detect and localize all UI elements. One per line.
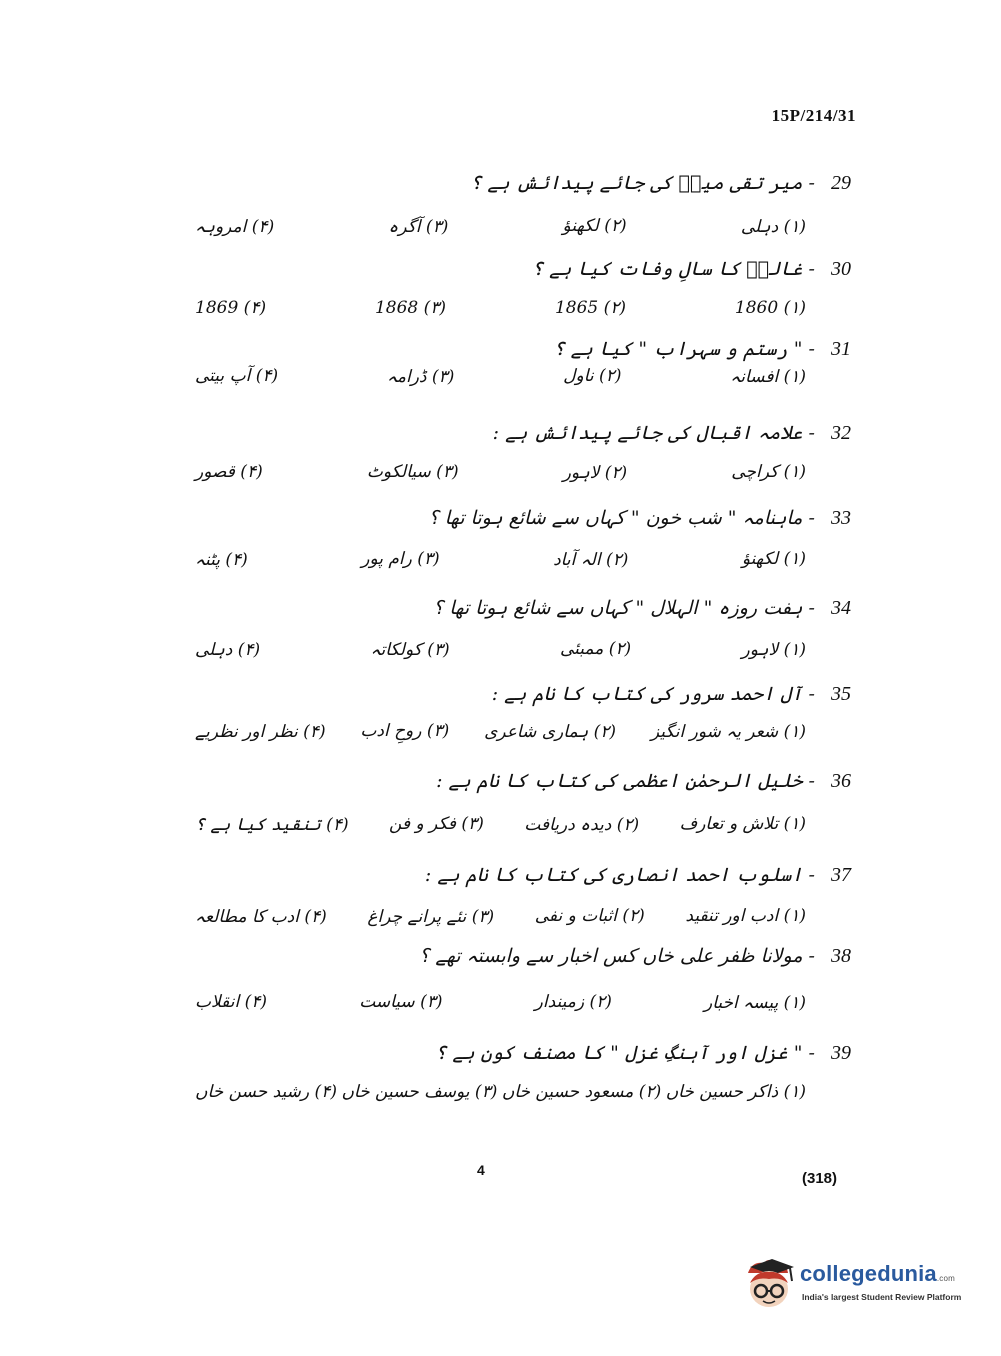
question-text: 30 - غالبؔ کا سالِ وفات کیا ہے ؟ [531,258,851,280]
options-row [195,292,806,324]
option-3: (۳) فکر و فن [389,814,484,834]
option-2: (۲) زمیندار [534,992,612,1012]
options-row [195,900,806,932]
options-row [195,210,806,242]
question-stem: آل احمد سرور کی کتاب کا نام ہے : [491,683,803,705]
question-text: 37 - اسلوب احمد انصاری کی کتاب کا نام ہے : [424,864,851,886]
option-1: (۱) لکھنؤ [741,549,806,569]
option-4: (۴) ادب کا مطالعہ [195,906,327,927]
question-number: 36 [831,770,851,792]
option-4: (۴) نظر اور نظریے [195,721,326,742]
page-number: 4 [477,1162,485,1178]
question-text: 33 - ماہنامہ " شب خون " کہاں سے شائع ہوتا تھا ؟ [428,507,851,529]
question-stem: میر تقی میرؔ کی جائے پیدائش ہے ؟ [470,172,803,194]
option-4: (۴) آپ بیتی [195,366,279,386]
option-3: (۳) سیاست [359,992,443,1012]
option-1: (۱) ذاکر حسین خاں [665,1082,806,1102]
question-stem: مولانا ظفر علی خاں کس اخبار سے وابستہ تھے ؟ [419,945,803,967]
options-row [195,543,806,575]
options-row [195,986,806,1018]
option-2: (۲) لاہور [562,462,628,483]
question-text: 32 - علامہ اقبال کی جائے پیدائش ہے : [492,422,851,444]
paper-code: 15P/214/31 [771,106,856,125]
brand-name: collegedunia.com [800,1261,956,1286]
option-2: (۲) الہ آباد [553,549,629,570]
question-number: 34 [831,597,851,619]
option-1: (۱) کراچی [731,462,806,482]
option-3: (۳) 1868 [374,298,447,318]
option-2: (۲) لکھنؤ [562,216,627,236]
question-text: 38 - مولانا ظفر علی خاں کس اخبار سے وابستہ تھے ؟ [419,945,851,967]
question-text: 34 - ہفت روزہ " الہلال " کہاں سے شائع ہوتا تھا ؟ [433,597,851,619]
option-3: (۳) سیالکوٹ [366,462,459,482]
question-text: 35 - آل احمد سرور کی کتاب کا نام ہے : [491,683,851,705]
question-stem: غالبؔ کا سالِ وفات کیا ہے ؟ [531,258,803,280]
option-3: (۳) یوسف حسین خاں [341,1082,498,1102]
option-2: (۲) دیدہ دریافت [524,814,640,835]
option-1: (۱) ادب اور تنقید [685,906,806,926]
option-3: (۳) آگرہ [388,216,449,237]
collegedunia-watermark [742,1255,972,1325]
question-number: 31 [831,338,851,360]
question-number: 35 [831,683,851,705]
options-row [195,456,806,488]
question-number: 29 [831,172,851,194]
option-4: (۴) امروہہ [195,216,275,237]
option-4: (۴) دہلی [195,639,261,660]
option-1: (۱) پیسہ اخبار [704,992,806,1013]
mascot-icon [742,1255,798,1317]
option-4: (۴) انقلاب [195,992,268,1012]
option-2: (۲) 1865 [554,298,627,318]
question-number: 30 [831,258,851,280]
option-3: (۳) ڈرامہ [386,366,455,387]
option-3: (۳) کولکاتہ [370,639,450,660]
question-stem: اسلوب احمد انصاری کی کتاب کا نام ہے : [424,864,803,886]
question-stem: " غزل اور آہنگِ غزل " کا مصنف کون ہے ؟ [435,1042,803,1064]
question-text: 31 - " رستم و سہراب " کیا ہے ؟ [553,338,851,360]
option-4: (۴) 1869 [195,298,267,318]
option-2: (۲) مسعود حسین خاں [501,1082,662,1102]
question-number: 37 [831,864,851,886]
question-number: 33 [831,507,851,529]
option-3: (۳) نئے پرانے چراغ [367,906,495,927]
option-1: (۱) لاہور [741,639,806,660]
options-row [195,360,806,392]
question-text: 39 - " غزل اور آہنگِ غزل " کا مصنف کون ہے ؟ [435,1042,851,1064]
option-1: (۱) 1860 [734,298,806,318]
option-3: (۳) رام پور [361,549,440,569]
options-row [195,715,806,747]
option-1: (۱) شعر یہ شور انگیز [650,721,806,742]
brand-tagline: India's largest Student Review Platform [802,1292,962,1302]
question-stem: ہفت روزہ " الہلال " کہاں سے شائع ہوتا تھا ؟ [433,597,803,619]
option-4: (۴) پٹنہ [195,549,248,570]
option-2: (۲) ہماری شاعری [484,721,617,742]
option-4: (۴) قصور [195,462,263,482]
option-1: (۱) افسانہ [730,366,806,387]
question-stem: علامہ اقبال کی جائے پیدائش ہے : [492,422,803,444]
option-1: (۱) دہلی [740,216,806,237]
options-row [195,633,806,665]
question-number: 38 [831,945,851,967]
option-2: (۲) ممبئی [560,639,632,659]
option-2: (۲) ناول [563,366,622,386]
question-text: 29 - میر تقی میرؔ کی جائے پیدائش ہے ؟ [470,172,851,194]
question-text: 36 - خلیل الرحمٰن اعظمی کی کتاب کا نام ہے : [436,770,851,792]
question-stem: خلیل الرحمٰن اعظمی کی کتاب کا نام ہے : [436,770,803,792]
question-number: 32 [831,422,851,444]
footer-code: (318) [802,1170,838,1187]
option-4: (۴) تنقید کیا ہے ؟ [195,814,349,835]
question-stem: ماہنامہ " شب خون " کہاں سے شائع ہوتا تھا ؟ [428,507,803,529]
options-row [195,808,806,840]
option-1: (۱) تلاش و تعارف [679,814,806,834]
options-row [195,1076,806,1108]
option-3: (۳) روحِ ادب [360,721,450,741]
question-number: 39 [831,1042,851,1064]
option-4: (۴) رشید حسن خاں [195,1082,337,1102]
brand-domain: .com [936,1274,956,1283]
question-stem: " رستم و سہراب " کیا ہے ؟ [553,338,803,360]
option-2: (۲) اثبات و نفی [534,906,645,926]
